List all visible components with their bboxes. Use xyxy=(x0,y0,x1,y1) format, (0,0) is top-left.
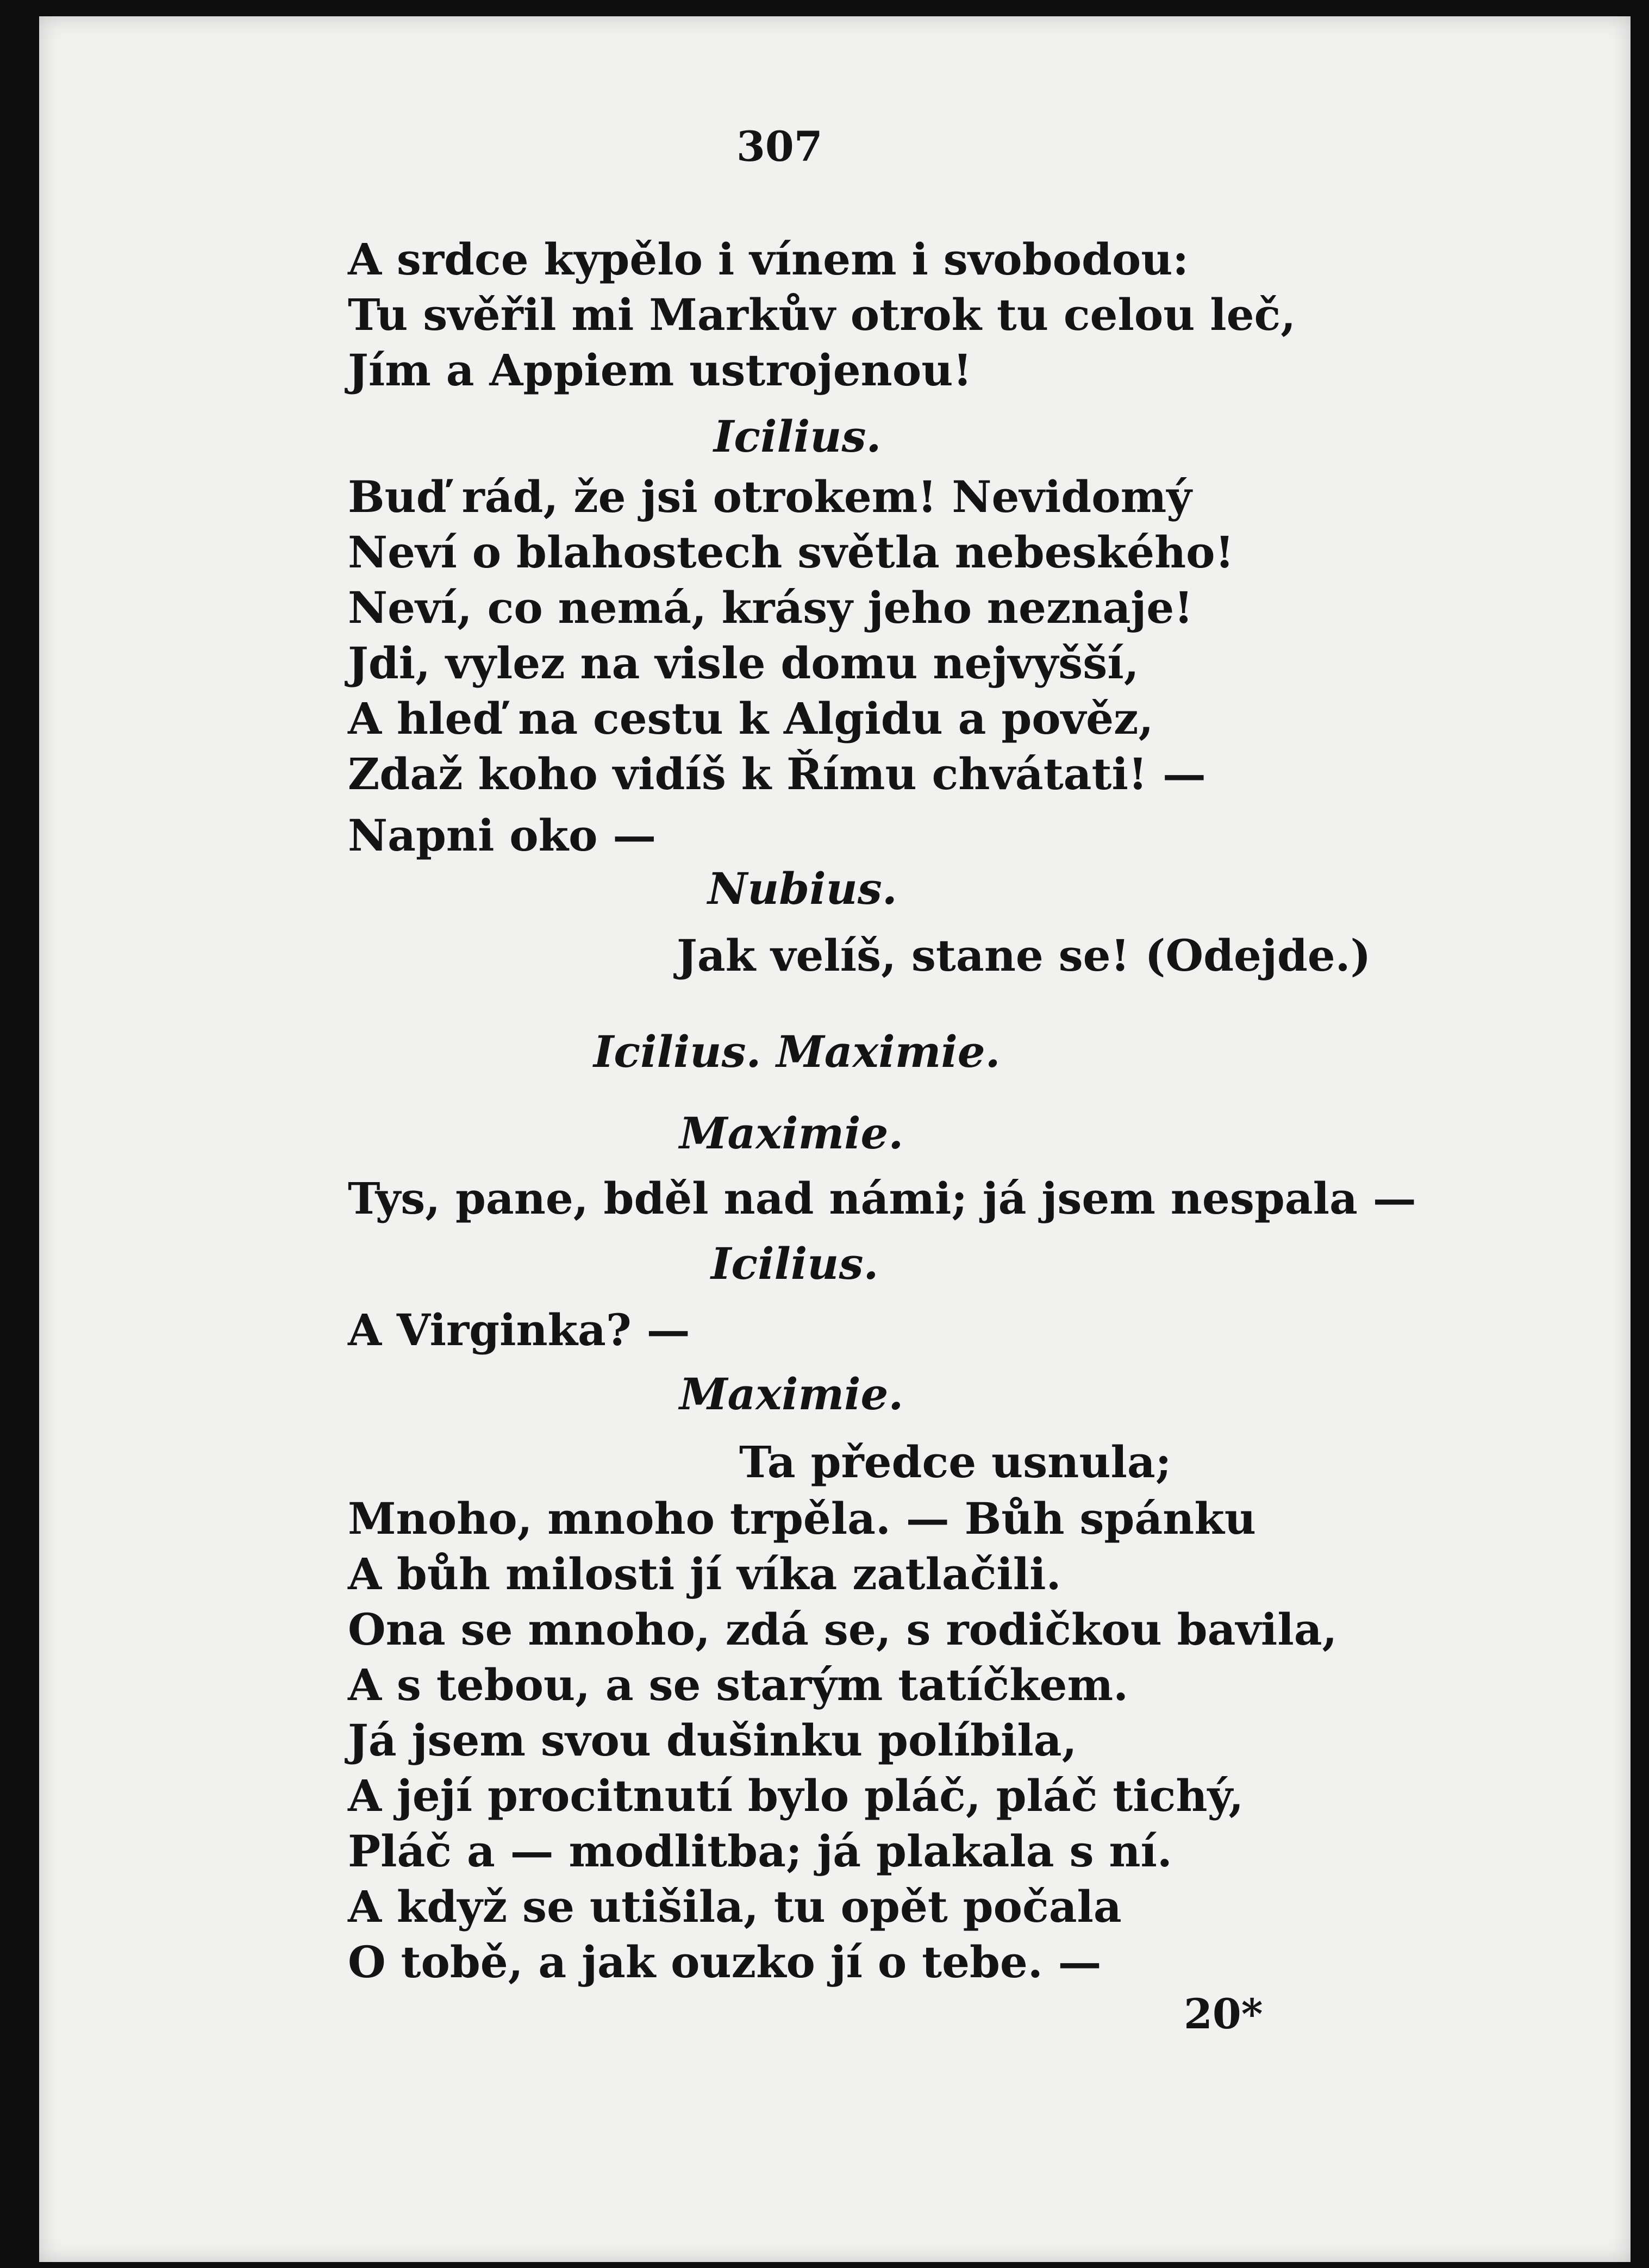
verse-line: Tys, pane, bděl nad námi; já jsem nespala — xyxy=(348,1173,1416,1224)
speaker-name: Icilius. xyxy=(714,411,882,462)
verse-line: Jdi, vylez na visle domu nejvyšší, xyxy=(348,638,1139,689)
speaker-name: Nubius. xyxy=(708,863,897,914)
verse-line: Ona se mnoho, zdá se, s rodičkou bavila, xyxy=(348,1604,1338,1655)
verse-line: A když se utišila, tu opět počala xyxy=(348,1881,1122,1932)
speaker-name: Maximie. xyxy=(679,1108,904,1159)
page-number: 307 xyxy=(736,122,823,171)
verse-line: Napni oko — xyxy=(348,810,657,861)
verse-line: Buď rád, že jsi otrokem! Nevidomý xyxy=(348,471,1192,522)
verse-line: O tobě, a jak ouzko jí o tebe. — xyxy=(348,1936,1102,1988)
verse-line: Ta předce usnula; xyxy=(739,1436,1172,1488)
verse-line: Mnoho, mnoho trpěla. — Bůh spánku xyxy=(348,1493,1256,1544)
verse-line: A hleď na cestu k Algidu a pověz, xyxy=(348,693,1154,744)
verse-line: Já jsem svou dušinku políbila, xyxy=(348,1715,1077,1766)
verse-line: A srdce kypělo i vínem i svobodou: xyxy=(348,234,1189,285)
printer-signature: 20* xyxy=(1184,1990,1263,2038)
verse-line: Jím a Appiem ustrojenou! xyxy=(348,345,972,396)
verse-line: Pláč a — modlitba; já plakala s ní. xyxy=(348,1826,1172,1877)
verse-line: Jak velíš, stane se! (Odejde.) xyxy=(677,930,1371,981)
verse-line: Neví, co nemá, krásy jeho neznaje! xyxy=(348,582,1194,633)
verse-line: Zdaž koho vidíš k Římu chvátati! — xyxy=(348,748,1206,799)
verse-line: Neví o blahostech světla nebeského! xyxy=(348,527,1234,578)
speaker-name: Maximie. xyxy=(679,1369,904,1420)
verse-line: A bůh milosti jí víka zatlačili. xyxy=(348,1548,1061,1600)
verse-line: A Virginka? — xyxy=(348,1304,690,1355)
speaker-name: Icilius. xyxy=(711,1238,879,1289)
verse-line: A její procitnutí bylo pláč, pláč tichý, xyxy=(348,1770,1244,1821)
speaker-name: Icilius. Maximie. xyxy=(594,1026,1001,1077)
verse-line: Tu svěřil mi Markův otrok tu celou leč, xyxy=(348,289,1296,340)
verse-line: A s tebou, a se starým tatíčkem. xyxy=(348,1659,1128,1710)
